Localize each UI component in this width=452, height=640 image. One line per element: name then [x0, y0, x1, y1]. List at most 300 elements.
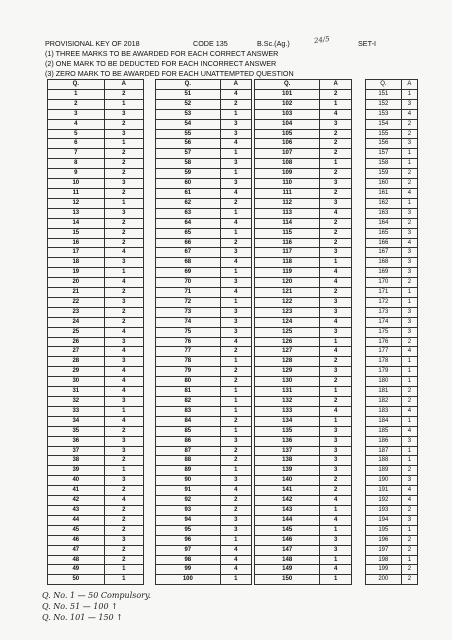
question-number: 37 [48, 446, 105, 456]
table-row [255, 416, 352, 426]
answer-value: 2 [401, 169, 417, 179]
table-row [255, 397, 352, 407]
answer-value: 4 [220, 565, 251, 575]
table-row [366, 337, 418, 347]
answer-value: 3 [401, 228, 417, 238]
question-number: 15 [48, 228, 105, 238]
question-number: 9 [48, 169, 105, 179]
table-row [255, 258, 352, 268]
table-row [156, 525, 252, 535]
table-row [366, 347, 418, 357]
table-row [156, 109, 252, 119]
table-row [366, 307, 418, 317]
question-number: 44 [48, 515, 105, 525]
answer-value: 4 [104, 248, 143, 258]
question-number: 146 [255, 535, 320, 545]
answer-value: 2 [104, 119, 143, 129]
question-number: 113 [255, 208, 320, 218]
table-row [366, 525, 418, 535]
question-number: 195 [366, 525, 402, 535]
question-number: 34 [48, 416, 105, 426]
answer-value: 3 [401, 476, 417, 486]
table-row [48, 486, 144, 496]
table-row [366, 357, 418, 367]
answer-value: 2 [104, 159, 143, 169]
answer-value: 1 [401, 367, 417, 377]
answer-table-4 [365, 79, 418, 585]
rule-2: (2) ONE MARK TO BE DEDUCTED FOR EACH INCORRECT ANSWER [45, 59, 277, 68]
table-row [156, 198, 252, 208]
table-row [156, 258, 252, 268]
table-row [255, 406, 352, 416]
table-row [48, 149, 144, 159]
answer-value: 2 [320, 129, 352, 139]
question-number: 125 [255, 327, 320, 337]
answer-value: 4 [220, 218, 251, 228]
answer-value: 2 [220, 446, 251, 456]
answer-value: 2 [320, 218, 352, 228]
table-row [255, 387, 352, 397]
answer-value: 1 [220, 297, 251, 307]
table-row [366, 535, 418, 545]
question-number: 2 [48, 99, 105, 109]
answer-value: 1 [320, 525, 352, 535]
question-number: 129 [255, 367, 320, 377]
table-row [156, 337, 252, 347]
answer-value: 1 [401, 416, 417, 426]
question-number: 20 [48, 278, 105, 288]
answer-value: 2 [320, 89, 352, 99]
question-number: 50 [48, 575, 105, 585]
question-number: 156 [366, 139, 402, 149]
answer-value: 3 [104, 436, 143, 446]
question-number: 175 [366, 327, 402, 337]
answer-value: 2 [320, 238, 352, 248]
table-row [48, 317, 144, 327]
question-number: 150 [255, 575, 320, 585]
question-number: 104 [255, 119, 320, 129]
question-number: 8 [48, 159, 105, 169]
question-number: 124 [255, 317, 320, 327]
answer-value: 2 [104, 288, 143, 298]
question-number: 13 [48, 208, 105, 218]
question-number: 191 [366, 486, 402, 496]
question-number: 22 [48, 297, 105, 307]
table-row [366, 99, 418, 109]
table-row [366, 436, 418, 446]
table-row [366, 149, 418, 159]
question-number: 52 [156, 99, 221, 109]
table-row [255, 188, 352, 198]
question-number: 64 [156, 218, 221, 228]
table-row [366, 387, 418, 397]
table-row [156, 228, 252, 238]
document-title: PROVISIONAL KEY OF 2018 [45, 39, 140, 48]
table-row [255, 317, 352, 327]
table-row [48, 188, 144, 198]
question-number: 61 [156, 188, 221, 198]
answer-value: 3 [401, 99, 417, 109]
question-number: 160 [366, 179, 402, 189]
answer-value: 3 [104, 397, 143, 407]
answer-value: 2 [320, 228, 352, 238]
table-row [366, 188, 418, 198]
question-number: 4 [48, 119, 105, 129]
question-number: 24 [48, 317, 105, 327]
question-number: 105 [255, 129, 320, 139]
table-header-row [156, 80, 252, 90]
handwritten-date: 24/5 [313, 34, 331, 46]
question-number: 161 [366, 188, 402, 198]
table-row [255, 278, 352, 288]
answer-value: 2 [320, 486, 352, 496]
table-row [48, 515, 144, 525]
answer-value: 2 [104, 169, 143, 179]
question-number: 92 [156, 496, 221, 506]
answer-value: 3 [220, 248, 251, 258]
table-row [366, 426, 418, 436]
table-row [156, 347, 252, 357]
table-row [255, 337, 352, 347]
table-row [366, 555, 418, 565]
question-number: 143 [255, 505, 320, 515]
table-row [366, 139, 418, 149]
question-number: 91 [156, 486, 221, 496]
table-row [156, 406, 252, 416]
question-number: 49 [48, 565, 105, 575]
table-row [156, 426, 252, 436]
question-number: 71 [156, 288, 221, 298]
answer-value: 2 [320, 139, 352, 149]
column-header-answer: A [104, 80, 143, 90]
answer-value: 4 [320, 268, 352, 278]
answer-value: 4 [401, 406, 417, 416]
column-header-answer: A [401, 80, 417, 90]
table-row [48, 297, 144, 307]
answer-value: 3 [104, 535, 143, 545]
table-row [255, 288, 352, 298]
answer-value: 2 [401, 278, 417, 288]
table-row [366, 238, 418, 248]
table-row [255, 228, 352, 238]
question-number: 60 [156, 179, 221, 189]
question-number: 141 [255, 486, 320, 496]
table-row [156, 397, 252, 407]
table-row [156, 288, 252, 298]
answer-value: 1 [401, 288, 417, 298]
question-number: 144 [255, 515, 320, 525]
question-number: 121 [255, 288, 320, 298]
question-number: 154 [366, 119, 402, 129]
table-row [48, 367, 144, 377]
table-row [48, 179, 144, 189]
question-number: 200 [366, 575, 402, 585]
question-number: 97 [156, 545, 221, 555]
column-header-question: Q. [156, 80, 221, 90]
question-number: 103 [255, 109, 320, 119]
question-number: 47 [48, 545, 105, 555]
answer-value: 3 [220, 317, 251, 327]
question-number: 159 [366, 169, 402, 179]
answer-value: 2 [104, 218, 143, 228]
answer-value: 1 [320, 575, 352, 585]
table-row [156, 466, 252, 476]
table-row [156, 486, 252, 496]
table-row [255, 525, 352, 535]
table-row [255, 327, 352, 337]
question-number: 79 [156, 367, 221, 377]
question-number: 134 [255, 416, 320, 426]
table-row [48, 446, 144, 456]
question-number: 184 [366, 416, 402, 426]
answer-value: 1 [401, 198, 417, 208]
answer-value: 1 [220, 149, 251, 159]
table-row [156, 446, 252, 456]
table-row [255, 129, 352, 139]
table-row [156, 159, 252, 169]
question-number: 149 [255, 565, 320, 575]
table-row [156, 535, 252, 545]
question-number: 65 [156, 228, 221, 238]
question-number: 77 [156, 347, 221, 357]
table-row [48, 109, 144, 119]
table-row [255, 297, 352, 307]
question-number: 199 [366, 565, 402, 575]
answer-value: 1 [401, 159, 417, 169]
question-number: 173 [366, 307, 402, 317]
question-number: 131 [255, 387, 320, 397]
table-row [366, 496, 418, 506]
question-number: 35 [48, 426, 105, 436]
question-number: 12 [48, 198, 105, 208]
answer-value: 3 [104, 208, 143, 218]
question-number: 86 [156, 436, 221, 446]
answer-value: 1 [104, 575, 143, 585]
table-row [48, 89, 144, 99]
question-number: 5 [48, 129, 105, 139]
table-row [366, 446, 418, 456]
answer-value: 4 [220, 288, 251, 298]
table-row [156, 436, 252, 446]
question-number: 102 [255, 99, 320, 109]
answer-value: 4 [320, 208, 352, 218]
column-header-question: Q. [255, 80, 320, 90]
question-number: 163 [366, 208, 402, 218]
table-row [156, 377, 252, 387]
question-number: 167 [366, 248, 402, 258]
table-row [48, 238, 144, 248]
answer-value: 1 [220, 169, 251, 179]
answer-value: 2 [401, 218, 417, 228]
question-number: 63 [156, 208, 221, 218]
table-row [156, 268, 252, 278]
table-row [48, 119, 144, 129]
question-number: 130 [255, 377, 320, 387]
answer-value: 3 [401, 268, 417, 278]
table-row [156, 188, 252, 198]
answer-value: 1 [401, 149, 417, 159]
answer-value: 2 [320, 169, 352, 179]
answer-value: 3 [320, 198, 352, 208]
table-row [156, 545, 252, 555]
table-row [255, 149, 352, 159]
question-number: 26 [48, 337, 105, 347]
answer-value: 2 [401, 119, 417, 129]
table-row [366, 288, 418, 298]
question-number: 122 [255, 297, 320, 307]
question-number: 67 [156, 248, 221, 258]
answer-value: 4 [401, 238, 417, 248]
question-number: 189 [366, 466, 402, 476]
answer-value: 4 [401, 347, 417, 357]
question-number: 171 [366, 288, 402, 298]
question-number: 185 [366, 426, 402, 436]
answer-value: 3 [401, 258, 417, 268]
answer-value: 1 [320, 159, 352, 169]
answer-value: 1 [104, 565, 143, 575]
answer-value: 2 [320, 288, 352, 298]
question-number: 172 [366, 297, 402, 307]
answer-value: 3 [320, 367, 352, 377]
table-row [156, 208, 252, 218]
answer-value: 2 [220, 505, 251, 515]
table-row [48, 377, 144, 387]
table-row [48, 248, 144, 258]
table-row [366, 575, 418, 585]
question-number: 21 [48, 288, 105, 298]
answer-value: 2 [104, 525, 143, 535]
question-number: 58 [156, 159, 221, 169]
table-row [366, 208, 418, 218]
table-row [156, 139, 252, 149]
table-row [156, 357, 252, 367]
answer-value: 3 [320, 179, 352, 189]
table-row [48, 307, 144, 317]
table-row [255, 159, 352, 169]
table-row [366, 565, 418, 575]
table-row [255, 446, 352, 456]
question-number: 31 [48, 387, 105, 397]
answer-value: 4 [401, 188, 417, 198]
answer-value: 3 [320, 436, 352, 446]
answer-value: 3 [320, 466, 352, 476]
table-row [156, 505, 252, 515]
table-row [366, 545, 418, 555]
question-number: 127 [255, 347, 320, 357]
answer-value: 1 [220, 109, 251, 119]
question-number: 112 [255, 198, 320, 208]
question-number: 43 [48, 505, 105, 515]
answer-value: 3 [401, 208, 417, 218]
question-number: 108 [255, 159, 320, 169]
table-row [156, 99, 252, 109]
question-number: 18 [48, 258, 105, 268]
table-row [156, 169, 252, 179]
table-row [48, 496, 144, 506]
table-row [48, 347, 144, 357]
question-number: 126 [255, 337, 320, 347]
question-number: 176 [366, 337, 402, 347]
table-row [48, 268, 144, 278]
table-row [48, 505, 144, 515]
table-row [366, 406, 418, 416]
answer-value: 2 [401, 545, 417, 555]
table-row [255, 179, 352, 189]
question-number: 142 [255, 496, 320, 506]
table-row [255, 119, 352, 129]
question-number: 73 [156, 307, 221, 317]
answer-value: 4 [220, 555, 251, 565]
course-name: B.Sc.(Ag.) [257, 39, 290, 48]
answer-value: 1 [320, 337, 352, 347]
question-number: 139 [255, 466, 320, 476]
column-header-question: Q. [48, 80, 105, 90]
question-number: 165 [366, 228, 402, 238]
table-row [366, 268, 418, 278]
table-row [255, 535, 352, 545]
answer-value: 2 [401, 466, 417, 476]
answer-value: 2 [220, 367, 251, 377]
table-row [255, 367, 352, 377]
answer-value: 3 [401, 436, 417, 446]
question-number: 69 [156, 268, 221, 278]
answer-value: 4 [104, 387, 143, 397]
table-row [156, 565, 252, 575]
answer-value: 1 [104, 466, 143, 476]
question-number: 55 [156, 129, 221, 139]
column-header-answer: A [320, 80, 352, 90]
answer-value: 2 [220, 198, 251, 208]
question-number: 158 [366, 159, 402, 169]
table-row [48, 565, 144, 575]
question-number: 39 [48, 466, 105, 476]
table-row [48, 129, 144, 139]
question-number: 182 [366, 397, 402, 407]
question-number: 187 [366, 446, 402, 456]
table-row [156, 575, 252, 585]
table-row [255, 248, 352, 258]
table-row [48, 436, 144, 446]
answer-value: 3 [104, 476, 143, 486]
table-row [366, 466, 418, 476]
question-number: 27 [48, 347, 105, 357]
answer-value: 4 [401, 496, 417, 506]
question-number: 76 [156, 337, 221, 347]
question-number: 178 [366, 357, 402, 367]
question-number: 196 [366, 535, 402, 545]
question-number: 25 [48, 327, 105, 337]
question-number: 82 [156, 397, 221, 407]
table-row [156, 129, 252, 139]
table-row [255, 218, 352, 228]
table-row [255, 565, 352, 575]
answer-value: 1 [220, 228, 251, 238]
table-row [48, 288, 144, 298]
question-number: 157 [366, 149, 402, 159]
question-number: 1 [48, 89, 105, 99]
answer-value: 2 [104, 505, 143, 515]
table-row [156, 149, 252, 159]
table-row [255, 436, 352, 446]
answer-value: 4 [320, 347, 352, 357]
question-number: 66 [156, 238, 221, 248]
answer-value: 1 [220, 387, 251, 397]
question-number: 87 [156, 446, 221, 456]
answer-value: 2 [401, 505, 417, 515]
question-number: 110 [255, 179, 320, 189]
answer-value: 3 [220, 436, 251, 446]
question-number: 29 [48, 367, 105, 377]
